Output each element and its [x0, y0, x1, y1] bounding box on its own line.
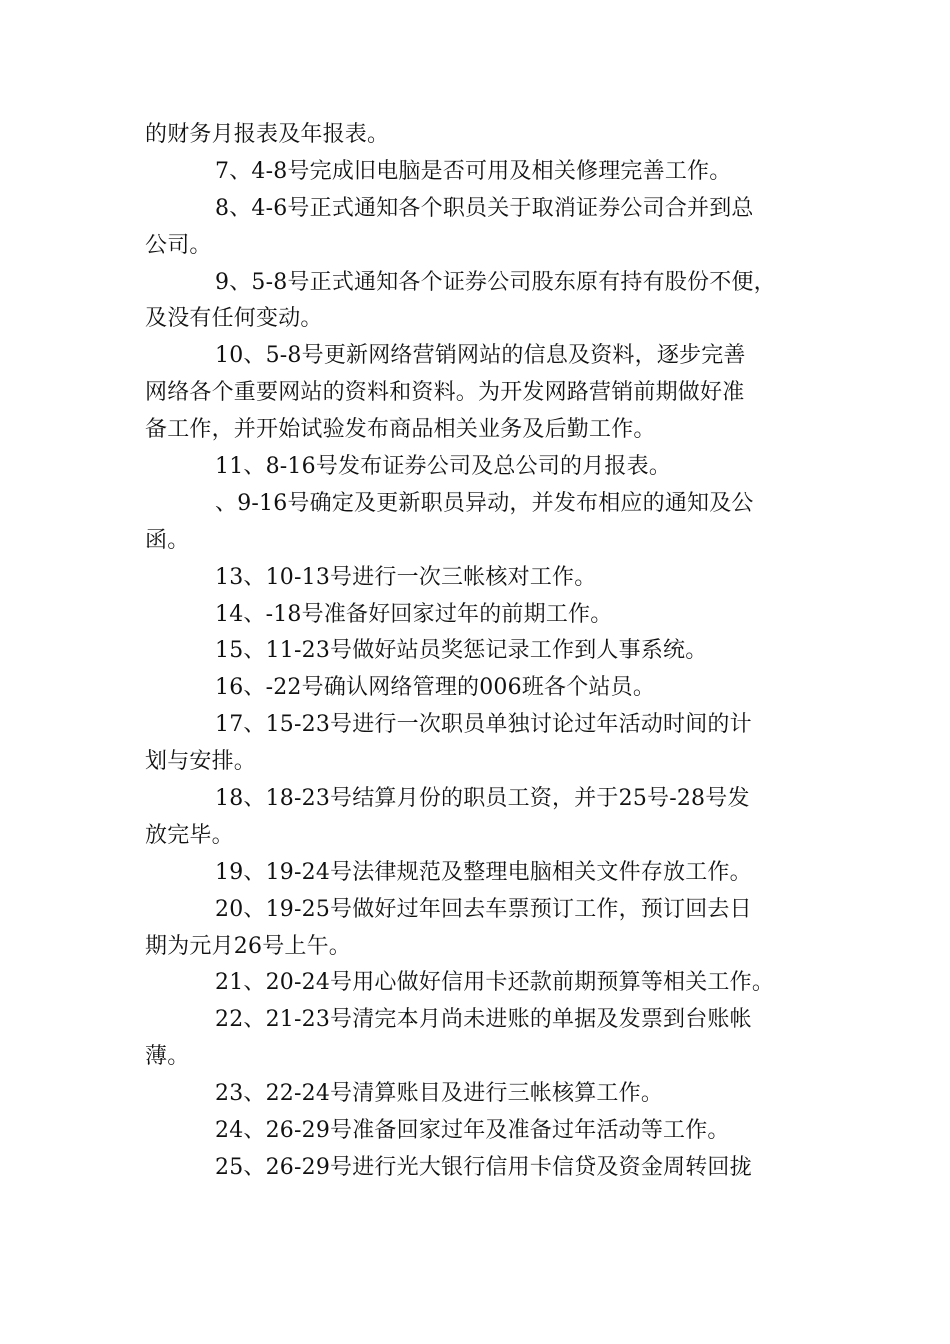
text-line: 9、5-8号正式通知各个证券公司股东原有持有股份不便， — [215, 269, 776, 295]
text-line: 14、-18号准备好回家过年的前期工作。 — [215, 601, 613, 627]
text-line: 放完毕。 — [145, 822, 234, 848]
text-line: 、9-16号确定及更新职员异动，并发布相应的通知及公 — [215, 490, 754, 516]
text-line: 公司。 — [145, 232, 212, 258]
text-body — [145, 117, 815, 1187]
text-line: 10、5-8号更新网络营销网站的信息及资料，逐步完善 — [215, 343, 746, 369]
text-line: 16、-22号确认网络管理的006班各个站员。 — [215, 675, 656, 701]
text-line: 函。 — [145, 527, 190, 553]
text-line: 8、4-6号正式通知各个职员关于取消证券公司合并到总 — [215, 195, 754, 221]
text-line: 21、20-24号用心做好信用卡还款前期预算等相关工作。 — [215, 970, 775, 996]
text-line: 期为元月26号上午。 — [145, 933, 351, 959]
text-line: 20、19-25号做好过年回去车票预订工作，预订回去日 — [215, 896, 752, 922]
text-line: 22、21-23号清完本月尚未进账的单据及发票到台账帐 — [215, 1007, 752, 1033]
text-line: 25、26-29号进行光大银行信用卡信贷及资金周转回拢 — [215, 1154, 752, 1180]
text-line: 24、26-29号准备回家过年及准备过年活动等工作。 — [215, 1118, 730, 1144]
text-line: 23、22-24号清算账目及进行三帐核算工作。 — [215, 1081, 664, 1107]
text-line: 19、19-24号法律规范及整理电脑相关文件存放工作。 — [215, 859, 752, 885]
text-line: 7、4-8号完成旧电脑是否可用及相关修理完善工作。 — [215, 158, 732, 184]
text-line: 17、15-23号进行一次职员单独讨论过年活动时间的计 — [215, 712, 752, 738]
text-line: 网络各个重要网站的资料和资料。为开发网路营销前期做好准 — [145, 380, 745, 406]
text-line: 11、8-16号发布证券公司及总公司的月报表。 — [215, 454, 672, 480]
text-line: 18、18-23号结算月份的职员工资，并于25号-28号发 — [215, 786, 750, 812]
text-line: 备工作，并开始试验发布商品相关业务及后勤工作。 — [145, 417, 656, 443]
text-line: 15、11-23号做好站员奖惩记录工作到人事系统。 — [215, 638, 708, 664]
text-line: 及没有任何变动。 — [145, 306, 323, 332]
text-line: 13、10-13号进行一次三帐核对工作。 — [215, 564, 597, 590]
text-line: 薄。 — [145, 1044, 190, 1070]
text-line: 划与安排。 — [145, 749, 257, 775]
text-line: 的财务月报表及年报表。 — [145, 122, 390, 147]
